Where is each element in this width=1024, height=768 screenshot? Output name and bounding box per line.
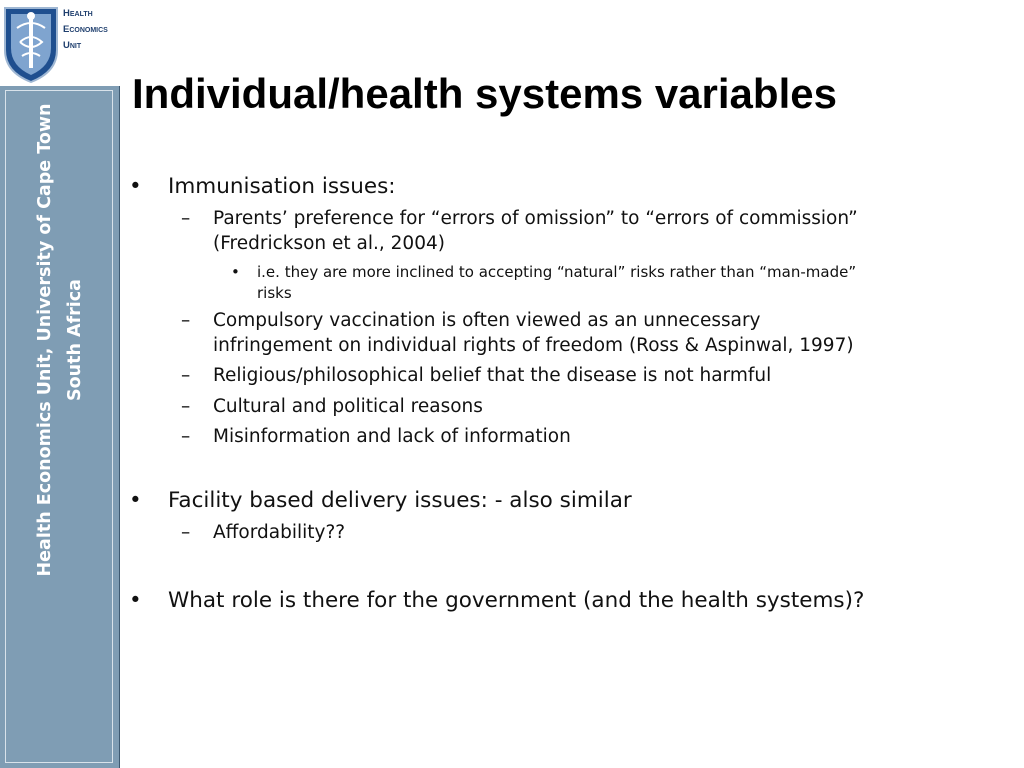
dash-marker: – <box>181 522 191 543</box>
dash-marker: – <box>181 396 191 417</box>
parents-preference-line1: Parents’ preference for “errors of omission” to “errors of commission” <box>213 208 858 229</box>
cultural-reasons: Cultural and political reasons <box>213 396 483 417</box>
dash-marker: – <box>181 426 191 447</box>
sidebar-institution-text <box>30 104 90 577</box>
logo-line: Economics <box>63 24 108 35</box>
bullet-marker: • <box>231 263 240 281</box>
affordability: Affordability?? <box>213 522 346 543</box>
natural-risks-line2: risks <box>257 284 292 302</box>
bullet-marker: • <box>129 174 142 199</box>
natural-risks-line1: i.e. they are more inclined to accepting “natural” risks rather than “man-made” <box>257 263 857 281</box>
compulsory-line2: infringement on individual rights of freedom (Ross & Aspinwal, 1997) <box>213 335 854 356</box>
slide-title: Individual/health systems variables <box>132 70 837 117</box>
government-question: What role is there for the government (and the health systems)? <box>168 588 865 613</box>
parents-preference-line2: (Fredrickson et al., 2004) <box>213 233 445 254</box>
misinformation: Misinformation and lack of information <box>213 426 571 447</box>
shield-icon <box>2 2 60 84</box>
immunisation-heading: Immunisation issues: <box>168 174 396 199</box>
sidebar-line-1: Health Economics Unit, University of Cape Town <box>35 103 55 577</box>
logo <box>0 0 120 86</box>
sidebar-line-2: South Africa <box>65 279 85 401</box>
religious-belief: Religious/philosophical belief that the disease is not harmful <box>213 365 772 386</box>
compulsory-line1: Compulsory vaccination is often viewed as an unnecessary <box>213 310 761 331</box>
bullet-marker: • <box>129 488 142 513</box>
logo-line: Unit <box>63 40 82 51</box>
logo-line: Health <box>63 8 93 19</box>
logo-wordmark <box>63 6 108 54</box>
dash-marker: – <box>181 365 191 386</box>
dash-marker: – <box>181 208 191 229</box>
bullet-marker: • <box>129 588 142 613</box>
facility-heading: Facility based delivery issues: - also similar <box>168 488 632 513</box>
dash-marker: – <box>181 310 191 331</box>
